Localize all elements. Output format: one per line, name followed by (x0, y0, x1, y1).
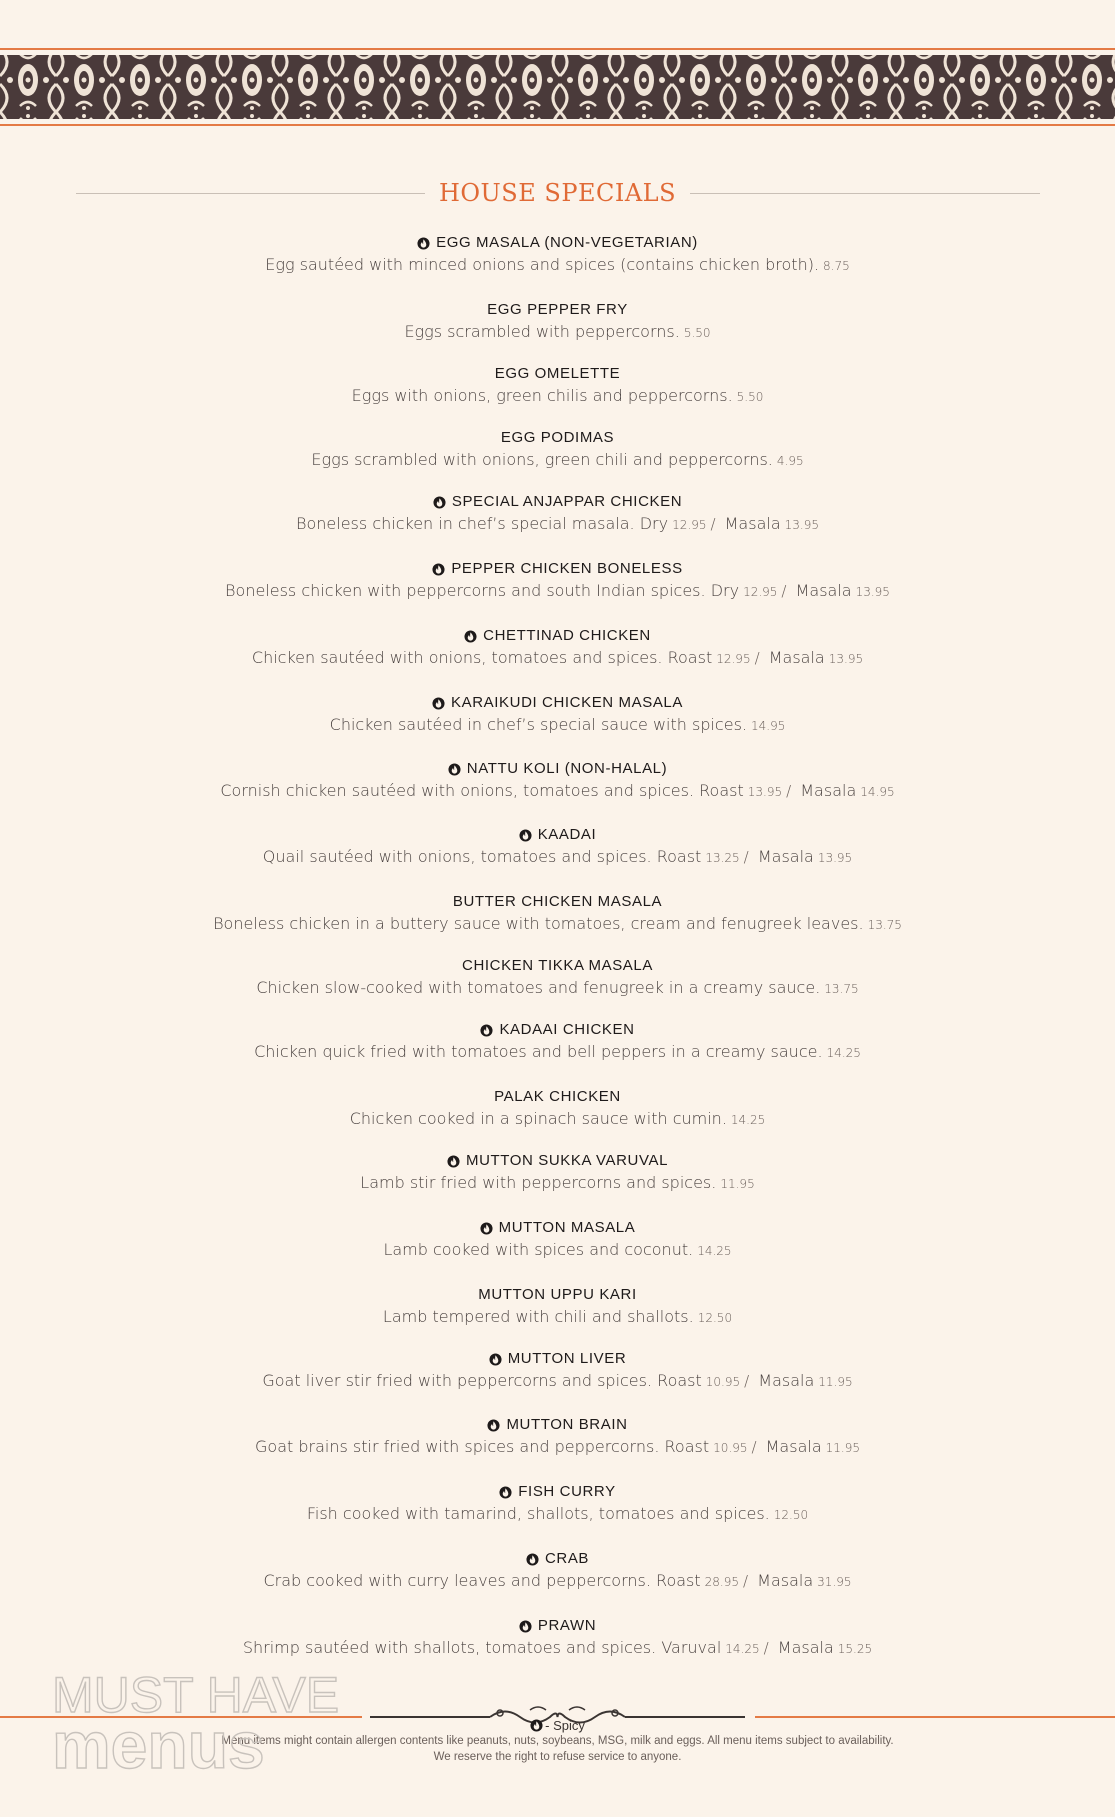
menu-item (0, 1481, 1115, 1548)
item-price: 10.95 (705, 1375, 741, 1389)
svg-text:MUST HAVE: MUST HAVE (52, 1667, 340, 1723)
item-description-row (0, 1108, 1115, 1130)
menu-item (0, 824, 1115, 891)
chili-flame-icon (480, 1024, 493, 1037)
item-name: NATTU KOLI (NON-HALAL) (466, 760, 668, 777)
item-name: CHETTINAD CHICKEN (483, 627, 651, 644)
item-name: EGG MASALA (NON-VEGETARIAN) (436, 234, 698, 251)
price-label: Masala (795, 581, 852, 600)
menu-item (0, 1414, 1115, 1481)
item-description-row (0, 449, 1115, 471)
chili-flame-icon (480, 1222, 493, 1235)
item-description-row (0, 913, 1115, 935)
item-name: CHICKEN TIKKA MASALA (462, 957, 653, 974)
price-separator: / (751, 1438, 757, 1456)
item-description: Eggs with onions, green chilis and peppercorns. (351, 386, 733, 405)
item-name: MUTTON SUKKA VARUVAL (465, 1152, 669, 1169)
price-separator: / (781, 582, 787, 600)
item-description: Fish cooked with tamarind, shallots, tomatoes and spices. (306, 1504, 770, 1523)
price-label: Masala (757, 847, 814, 866)
item-description-row (0, 714, 1115, 736)
item-price: 13.75 (824, 982, 859, 996)
item-description: Boneless chicken with peppercorns and south Indian spices. (225, 581, 706, 600)
item-name-row (0, 891, 1115, 913)
item-price: 11.95 (825, 1441, 860, 1455)
price-label: Masala (758, 1371, 815, 1390)
item-price: 4.95 (776, 454, 804, 468)
item-name-row (0, 491, 1115, 513)
item-price: 28.95 (704, 1575, 740, 1589)
item-name-row (0, 758, 1115, 780)
item-description-row (0, 780, 1115, 802)
menu-item (0, 1150, 1115, 1217)
item-description-row (0, 513, 1115, 535)
menu-item (0, 955, 1115, 1019)
price-separator: / (743, 1572, 749, 1590)
item-price: 11.95 (720, 1177, 755, 1191)
price-label: Roast (656, 1571, 701, 1590)
item-description-row (0, 385, 1115, 407)
item-price: 13.95 (747, 785, 783, 799)
item-price: 13.25 (705, 851, 740, 865)
item-price: 5.50 (736, 390, 764, 404)
item-name-row (0, 1284, 1115, 1306)
chili-flame-icon (432, 697, 445, 710)
price-label: Masala (800, 781, 857, 800)
item-description: Boneless chicken in chef’s special masala. (296, 514, 635, 533)
item-description: Boneless chicken in a buttery sauce with tomatoes, cream and fenugreek leaves. (213, 914, 864, 933)
chili-flame-icon (499, 1486, 512, 1499)
service-note: We reserve the right to refuse service to anyone. (433, 1751, 682, 1763)
item-description: Eggs scrambled with peppercorns. (404, 322, 680, 341)
item-name: EGG OMELETTE (494, 365, 621, 382)
menu-item (0, 758, 1115, 824)
menu-item (0, 363, 1115, 427)
item-price: 12.50 (697, 1311, 733, 1325)
item-description: Chicken sautéed in chef’s special sauce with spices. (329, 715, 747, 734)
item-description-row (0, 1370, 1115, 1392)
item-name: PRAWN (537, 1617, 597, 1634)
item-price: 13.95 (784, 518, 819, 532)
menu-item (0, 558, 1115, 625)
item-name-row (0, 1217, 1115, 1239)
item-description-row (0, 846, 1115, 868)
item-name-row (0, 1086, 1115, 1108)
item-description: Lamb stir fried with peppercorns and spices. (360, 1173, 717, 1192)
chili-flame-icon (433, 496, 446, 509)
price-label: Roast (699, 781, 744, 800)
allergen-note: Menu items might contain allergen contents like peanuts, nuts, soybeans, MSG, milk and eggs. All menu items subject to availability. (221, 1735, 894, 1747)
item-price: 14.25 (697, 1244, 732, 1258)
chili-flame-icon (519, 1620, 532, 1633)
menu-item (0, 427, 1115, 491)
item-name-row (0, 692, 1115, 714)
item-name: PEPPER CHICKEN BONELESS (451, 560, 683, 577)
svg-text:menus: menus (52, 1708, 265, 1774)
item-name: BUTTER CHICKEN MASALA (452, 893, 663, 910)
item-description: Chicken sautéed with onions, tomatoes and spices. (251, 648, 663, 667)
item-name-row (0, 1548, 1115, 1570)
price-separator: / (754, 649, 760, 667)
item-price: 14.95 (860, 785, 895, 799)
menu-item (0, 299, 1115, 363)
item-description-row (0, 1239, 1115, 1261)
item-name-row (0, 625, 1115, 647)
menu-item (0, 891, 1115, 955)
item-description: Quail sautéed with onions, tomatoes and spices. (262, 847, 652, 866)
menu-item (0, 1019, 1115, 1086)
item-description: Chicken quick fried with tomatoes and bell peppers in a creamy sauce. (254, 1042, 823, 1061)
price-separator: / (744, 1372, 750, 1390)
price-label: Masala (777, 1638, 834, 1657)
chili-flame-icon (417, 237, 430, 250)
item-name-row (0, 1414, 1115, 1436)
item-description: Chicken cooked in a spinach sauce with cumin. (349, 1109, 727, 1128)
item-name-row (0, 1615, 1115, 1637)
item-price: 8.75 (823, 259, 850, 273)
item-price: 5.50 (683, 326, 711, 340)
chili-flame-icon (526, 1553, 539, 1566)
item-price: 13.95 (817, 851, 853, 865)
item-description-row (0, 1570, 1115, 1592)
menu-item (0, 692, 1115, 758)
menu-item (0, 1217, 1115, 1284)
item-name-row (0, 1348, 1115, 1370)
item-price: 13.75 (867, 918, 902, 932)
item-price: 14.25 (730, 1113, 766, 1127)
chili-flame-icon (432, 563, 445, 576)
price-label: Masala (765, 1437, 822, 1456)
section-title: HOUSE SPECIALS (0, 178, 1115, 208)
item-description: Eggs scrambled with onions, green chili and peppercorns. (311, 450, 773, 469)
item-description: Lamb cooked with spices and coconut. (383, 1240, 694, 1259)
menu-items-list (0, 232, 1115, 1681)
item-description-row (0, 1041, 1115, 1063)
price-label: Dry (639, 514, 669, 533)
menu-item (0, 1086, 1115, 1150)
must-have-menus-watermark (52, 1664, 342, 1774)
item-price: 31.95 (817, 1575, 852, 1589)
item-name: EGG PODIMAS (500, 429, 615, 446)
item-name-row (0, 299, 1115, 321)
spicy-legend-label: - Spicy (545, 1718, 585, 1733)
item-price: 10.95 (713, 1441, 748, 1455)
item-price: 12.95 (716, 652, 751, 666)
item-description: Goat liver stir fried with peppercorns and spices. (262, 1371, 653, 1390)
item-price: 13.95 (828, 652, 864, 666)
price-label: Masala (724, 514, 781, 533)
item-name: FISH CURRY (518, 1483, 616, 1500)
chili-flame-icon (487, 1419, 500, 1432)
item-description-row (0, 1503, 1115, 1525)
item-description: Chicken slow-cooked with tomatoes and fenugreek in a creamy sauce. (256, 978, 821, 997)
item-name: KAADAI (537, 826, 597, 843)
menu-item (0, 1284, 1115, 1348)
price-separator: / (710, 515, 716, 533)
item-price: 14.25 (826, 1046, 861, 1060)
item-price: 15.25 (837, 1642, 873, 1656)
menu-item (0, 232, 1115, 299)
item-description: Goat brains stir fried with spices and peppercorns. (255, 1437, 660, 1456)
item-price: 12.95 (743, 585, 778, 599)
price-label: Roast (667, 648, 713, 667)
price-label: Masala (757, 1571, 814, 1590)
item-description-row (0, 1172, 1115, 1194)
item-name: MUTTON LIVER (507, 1350, 627, 1367)
item-description-row (0, 977, 1115, 999)
item-name-row (0, 1019, 1115, 1041)
item-description-row (0, 1637, 1115, 1659)
item-description: Cornish chicken sautéed with onions, tomatoes and spices. (220, 781, 695, 800)
section-header (0, 178, 1115, 208)
item-description-row (0, 1306, 1115, 1328)
menu-item (0, 491, 1115, 558)
item-name: KARAIKUDI CHICKEN MASALA (451, 694, 683, 711)
item-price: 14.25 (725, 1642, 760, 1656)
chili-flame-icon (489, 1353, 502, 1366)
item-name-row (0, 824, 1115, 846)
menu-item (0, 1348, 1115, 1414)
item-price: 13.95 (855, 585, 890, 599)
item-name-row (0, 427, 1115, 449)
menu-item (0, 1548, 1115, 1615)
item-description: Lamb tempered with chili and shallots. (382, 1307, 694, 1326)
chili-flame-icon (519, 829, 532, 842)
chili-flame-icon (447, 1155, 460, 1168)
item-description-row (0, 321, 1115, 343)
price-label: Dry (710, 581, 740, 600)
item-price: 11.95 (818, 1375, 853, 1389)
item-description-row (0, 647, 1115, 669)
item-name-row (0, 232, 1115, 254)
item-name-row (0, 955, 1115, 977)
item-name: PALAK CHICKEN (494, 1088, 621, 1105)
price-separator: / (743, 848, 749, 866)
item-description: Egg sautéed with minced onions and spices (contains chicken broth). (265, 255, 820, 274)
item-name: MUTTON UPPU KARI (478, 1286, 637, 1303)
price-separator: / (763, 1639, 769, 1657)
item-name-row (0, 363, 1115, 385)
item-description-row (0, 1436, 1115, 1458)
decorative-pattern-band (0, 48, 1115, 126)
price-label: Roast (657, 1371, 702, 1390)
price-separator: / (786, 782, 792, 800)
item-name: CRAB (544, 1550, 590, 1567)
item-name: EGG PEPPER FRY (487, 301, 628, 318)
item-price: 14.95 (751, 719, 786, 733)
price-label: Roast (664, 1437, 710, 1456)
price-label: Masala (768, 648, 825, 667)
item-name-row (0, 1150, 1115, 1172)
item-name: KADAAI CHICKEN (499, 1021, 635, 1038)
item-price: 12.95 (672, 518, 707, 532)
item-description-row (0, 580, 1115, 602)
item-name-row (0, 558, 1115, 580)
chili-flame-icon (448, 763, 461, 776)
item-description: Shrimp sautéed with shallots, tomatoes and spices. (242, 1638, 657, 1657)
price-label: Varuval (661, 1638, 722, 1657)
item-description-row (0, 254, 1115, 276)
item-price: 12.50 (773, 1508, 809, 1522)
price-label: Roast (656, 847, 702, 866)
chili-flame-icon (464, 630, 477, 643)
item-name-row (0, 1481, 1115, 1503)
item-name: MUTTON MASALA (498, 1219, 636, 1236)
chili-flame-icon (530, 1719, 543, 1732)
item-name: SPECIAL ANJAPPAR CHICKEN (451, 493, 683, 510)
item-name: MUTTON BRAIN (506, 1416, 628, 1433)
item-description: Crab cooked with curry leaves and peppercorns. (263, 1571, 651, 1590)
menu-item (0, 625, 1115, 692)
